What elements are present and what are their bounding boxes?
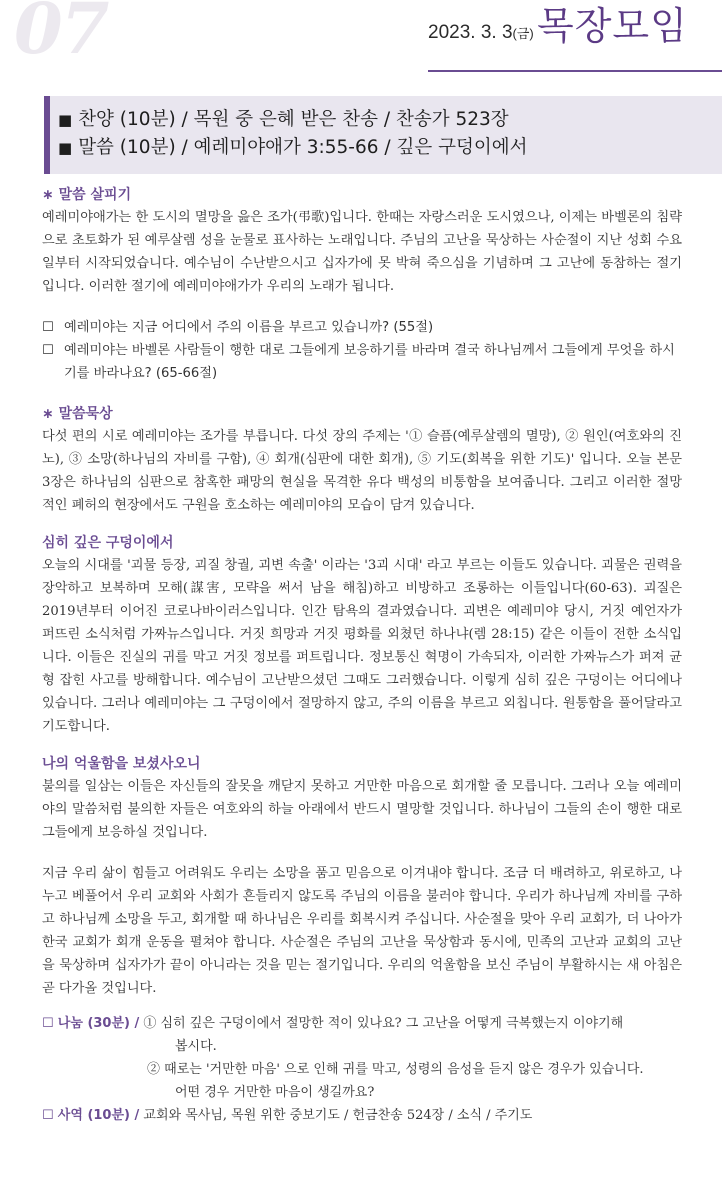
order-banner (44, 96, 722, 174)
banner-line-word (58, 134, 722, 162)
meditation-body: 다섯 편의 시로 예레미야는 조가를 부릅니다. 다섯 장의 주제는 '① 슬픔(예루살렘의 멸망), ② 원인(여호와의 진노), ③ 소망(하나님의 자비를 구함), ④ 회개(심판에 대한 회개), ⑤ 기도(회복을 위한 기도)' 입니다. 오늘 본문 3장은 하나님의 심판으로 참혹한 패망의 현실을 목격한 유다 백성의 비통함을 보여줍니다. 그리고 이러한 절망적인 폐허의 현장에서도 구원을 호소하는 예레미야의 모습이 담겨 있습니다. (42, 429, 682, 513)
pit-body: 오늘의 시대를 '괴물 등장, 괴질 창궐, 괴변 속출' 이라는 '3괴 시대' 라고 부르는 이들도 있습니다. 괴물은 권력을 장악하고 보복하며 모해(謀害, 모략을 써서 남을 해침)하고 비방하고 조롱하는 이들입니다(60-63). 괴질은 2019년부터 이어진 코로나바이러스입니다. 인간 탐욕의 결과였습니다. 괴변은 예레미야 당시, 거짓 예언자가 퍼뜨린 소식처럼 가짜뉴스입니다. 거짓 희망과 거짓 평화를 외쳤던 하나냐(렘 28:15) 같은 이들이 전한 소식입니다. 이들은 진실의 귀를 막고 거짓 정보를 퍼트립니다. 정보통신 혁명이 가속되자, 이러한 가짜뉴스가 퍼져 균형 잡힌 사고를 방해합니다. 예수님이 고난받으셨던 그때도 그러했습니다. 이렇게 심히 깊은 구덩이는 어디에나 있습니다. 그러나 예레미야는 그 구덩이에서 절망하지 않고, 주의 이름을 부르고 외칩니다. 원통함을 풀어달라고 기도합니다. (42, 558, 682, 734)
section-title-pit: 심히 깊은 구덩이에서 (42, 535, 174, 551)
section-title-meditation: ∗ 말씀묵상 (42, 406, 113, 422)
sharing-q2: ② 때로는 '거만한 마음' 으로 인해 귀를 막고, 성령의 음성을 듣지 않은 경우가 있습니다. (147, 1062, 644, 1077)
sharing-q2-cont: 어떤 경우 거만한 마음이 생길까요? (175, 1085, 375, 1100)
grievance-body-2: 지금 우리 삶이 힘들고 어려워도 우리는 소망을 품고 믿음으로 이겨내야 합니다. 조금 더 배려하고, 위로하고, 나누고 베풀어서 우리 교회와 사회가 흔들리지 않도록 주님의 이름을 불러야 합니다. 우리가 하나님께 자비를 구하고 하나님께 소망을 두고, 회개할 때 하나님은 우리를 회복시켜 주십니다. 사순절을 맞아 우리 교회가, 더 나아가 한국 교회가 회개 운동을 펼쳐야 합니다. 사순절은 주님의 고난을 묵상함과 동시에, 민족의 고난과 교회의 고난을 묵상하며 십자가가 끝이 아니라는 것을 믿는 절기입니다. 우리의 억울함을 보신 주님이 부활하시는 새 아침은 곧 다가올 것입니다. (42, 866, 682, 996)
title-underline (428, 70, 722, 72)
sharing-q1: ① 심히 깊은 구덩이에서 절망한 적이 있나요? 그 고난을 어떻게 극복했는지 이야기해 (143, 1016, 624, 1031)
date-text: 2023. 3. 3 (428, 22, 513, 43)
question-2 (42, 339, 682, 385)
checkbox-icon: ☐ (42, 1016, 54, 1031)
meeting-date (428, 22, 534, 44)
sharing-q1-cont: 봅시다. (175, 1039, 217, 1054)
grievance-body-1: 불의를 일삼는 이들은 자신들의 잘못을 깨닫지 못하고 거만한 마음으로 회개할 줄 모릅니다. 그러나 오늘 예레미야의 말씀처럼 불의한 자들은 여호와의 하늘 아래에서 반드시 멸망할 것입니다. 하나님이 그들의 손이 행한 대로 그들에게 보응하실 것입니다. (42, 779, 682, 840)
mission-text: 교회와 목사님, 목원 위한 중보기도 / 헌금찬송 524장 / 소식 / 주기도 (143, 1108, 533, 1123)
section-title-grievance: 나의 억울함을 보셨사오니 (42, 756, 201, 772)
look-body: 예레미야애가는 한 도시의 멸망을 읊은 조가(弔歌)입니다. 한때는 자랑스러운 도시였으나, 이제는 바벨론의 침략으로 초토화가 된 예루살렘 성을 눈물로 표사하는 노래입니다. 주님의 고난을 묵상하는 사순절이 지난 성회 수요일부터 시작되었습니다. 예수님이 수난받으시고 십자가에 못 박혀 죽으심을 기념하며 그 고난에 동참하는 절기입니다. 이러한 절기에 예레미야애가가 우리의 노래가 됩니다. (42, 210, 682, 294)
checkbox-icon: ☐ (42, 320, 54, 335)
praise-text: 찬양 (10분) / 목원 중 은혜 받은 찬송 / 찬송가 523장 (78, 109, 509, 130)
question-1 (42, 316, 682, 339)
question-2-text: 예레미야는 바벨론 사람들이 행한 대로 그들에게 보응하기를 바라며 결국 하나님께서 그들에게 무엇을 하시기를 바라나요? (65-66절) (64, 343, 675, 381)
section-title-look: ∗ 말씀 살피기 (42, 187, 132, 203)
sharing-block (42, 1012, 682, 1127)
mission-row (42, 1104, 682, 1127)
mission-label: 사역 (10분) / (57, 1108, 140, 1123)
banner-line-praise (58, 106, 722, 134)
square-bullet-icon: ■ (58, 111, 73, 129)
sharing-row-1 (42, 1012, 682, 1035)
question-1-text: 예레미야는 지금 어디에서 주의 이름을 부르고 있습니까? (55절) (64, 320, 434, 335)
sharing-label: 나눔 (30분) / (57, 1016, 140, 1031)
main-content (42, 184, 682, 1127)
checkbox-icon: ☐ (42, 1108, 54, 1123)
weekday-text: (금) (512, 26, 534, 41)
checkbox-icon: ☐ (42, 343, 54, 358)
page-title: 목장모임 (537, 4, 688, 48)
square-bullet-icon: ■ (58, 139, 73, 157)
page-number: 07 (14, 0, 108, 70)
word-text: 말씀 (10분) / 예레미야애가 3:55-66 / 깊은 구덩이에서 (78, 137, 528, 158)
